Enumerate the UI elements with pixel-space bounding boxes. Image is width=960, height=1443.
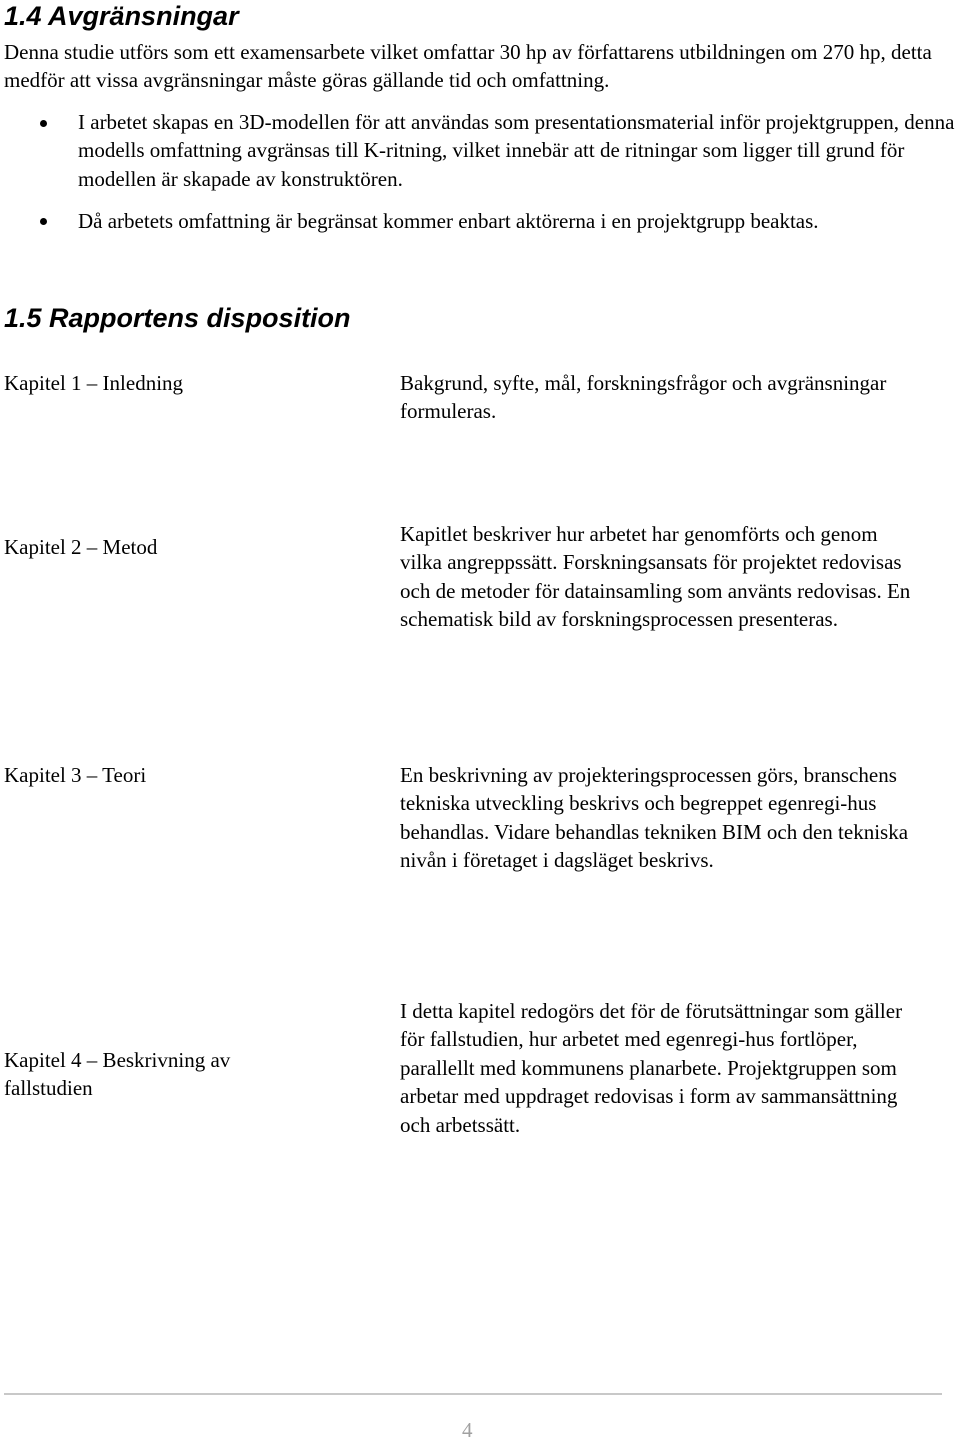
intro-paragraph: Denna studie utförs som ett examensarbete vilket omfattar 30 hp av författarens utbildningen om 270 hp, detta medför att vissa avgränsningar måste göras gällande tid och omfattning. (4, 40, 932, 93)
chapter-description: Bakgrund, syfte, mål, forskningsfrågor och avgränsningar formuleras. (400, 371, 887, 424)
bullet-icon (40, 120, 47, 127)
chapter-description: En beskrivning av projekteringsprocessen görs, branschens tekniska utveckling beskrivs och begreppet egenregi-hus behandlas. Vidare behandlas tekniken BIM och den tekniska nivån i företaget i dagsläget beskrivs. (400, 763, 909, 873)
chapter-label: Kapitel 3 – Teori (4, 763, 147, 787)
chapter-label: Kapitel 2 – Metod (4, 535, 158, 559)
bullet-item: I arbetet skapas en 3D-modellen för att användas som presentationsmaterial inför projektgruppen, denna modells omfattning avgränsas till K-ritning, vilket innebär att de ritningar som ligger till grund för modellen är skapade av konstruktören. (78, 110, 955, 191)
section-heading-avgransningar: 1.4 Avgränsningar (4, 1, 239, 31)
bullet-item: Då arbetets omfattning är begränsat kommer enbart aktörerna i en projektgrupp beaktas. (78, 209, 819, 233)
chapter-label: Kapitel 1 – Inledning (4, 371, 184, 395)
page-number: 4 (462, 1418, 473, 1442)
section-heading-disposition: 1.5 Rapportens disposition (4, 303, 351, 333)
bullet-icon (40, 218, 47, 225)
footer-divider (4, 1393, 942, 1395)
chapter-description: I detta kapitel redogörs det för de förutsättningar som gäller för fallstudien, hur arbetet med egenregi-hus fortlöper, parallellt med kommunens planarbete. Projektgruppen som arbetar med uppdraget redovisas i form av sammansättning och arbetssätt. (400, 999, 903, 1137)
chapter-label: Kapitel 4 – Beskrivning av fallstudien (4, 1048, 231, 1101)
chapter-description: Kapitlet beskriver hur arbetet har genomförts och genom vilka angreppssätt. Forskningsansats för projektet redovisas och de metoder för datainsamling som använts redovisas. En schematisk bild av forskningsprocessen presenteras. (400, 522, 911, 632)
